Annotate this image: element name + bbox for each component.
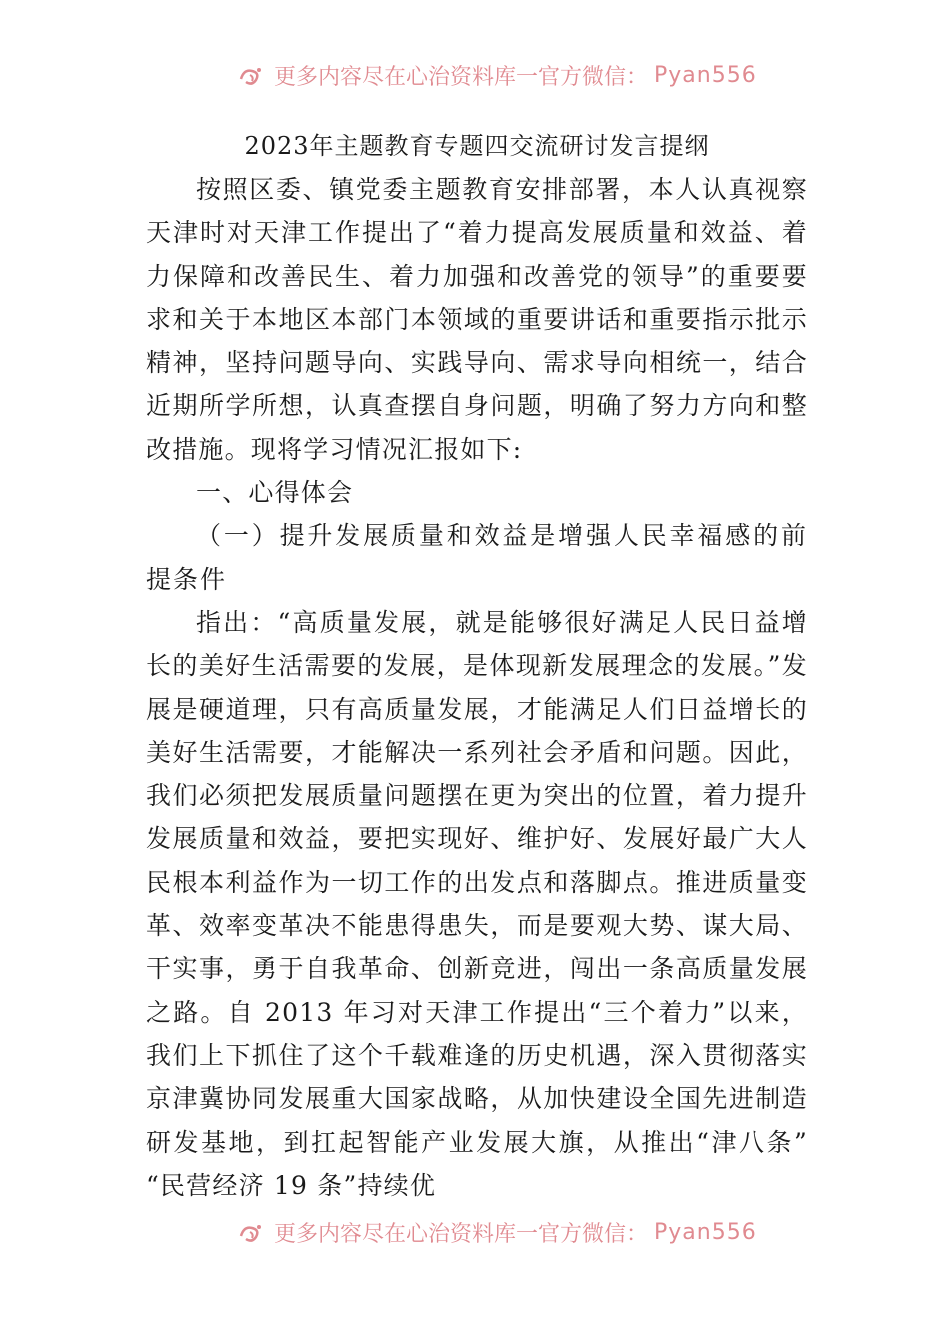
document-title: 2023年主题教育专题四交流研讨发言提纲	[244, 132, 710, 160]
subsection-heading: （一）提升发展质量和效益是增强人民幸福感的前提条件	[146, 521, 808, 594]
watermark-text: 更多内容尽在心治资料库一官方微信：	[274, 65, 649, 88]
watermark-content	[238, 60, 757, 88]
watermark-content	[238, 1217, 757, 1245]
section-heading: 一、心得体会	[196, 478, 354, 508]
watermark-id: Pyan556	[654, 1220, 757, 1245]
watermark-text: 更多内容尽在心治资料库一官方微信：	[274, 1222, 649, 1245]
watermark-header	[0, 48, 950, 88]
intro-paragraph: 按照区委、镇党委主题教育安排部署，本人认真视察天津时对天津工作提出了“着力提高发展质量和效益、着力保障和改善民生、着力加强和改善党的领导”的重要要求和关于本地区本部门本领域的重要讲话和重要指示批示精神，坚持问题导向、实践导向、需求导向相统一，结合近期所学所想，认真查摆自身问题，明确了努力方向和整改措施。现将学习情况汇报如下:	[146, 175, 808, 464]
watermark-logo-icon	[238, 65, 264, 87]
document-body	[146, 124, 808, 1207]
watermark-id: Pyan556	[654, 63, 757, 88]
watermark-footer	[0, 1205, 950, 1245]
watermark-logo-icon	[238, 1222, 264, 1244]
body-paragraph: 指出：“高质量发展，就是能够很好满足人民日益增长的美好生活需要的发展，是体现新发展理念的发展。”发展是硬道理，只有高质量发展，才能满足人们日益增长的美好生活需要，才能解决一系列社会矛盾和问题。因此，我们必须把发展质量问题摆在更为突出的位置，着力提升发展质量和效益，要把实现好、维护好、发展好最广大人民根本利益作为一切工作的出发点和落脚点。推进质量变革、效率变革决不能患得患失，而是要观大势、谋大局、干实事，勇于自我革命、创新竞进，闯出一条高质量发展之路。自 2013 年习对天津工作提出“三个着力”以来，我们上下抓住了这个千载难逢的历史机遇，深入贯彻落实京津冀协同发展重大国家战略，从加快建设全国先进制造研发基地，到扛起智能产业发展大旗，从推出“津八条” “民营经济 19 条”持续优	[146, 607, 808, 1200]
